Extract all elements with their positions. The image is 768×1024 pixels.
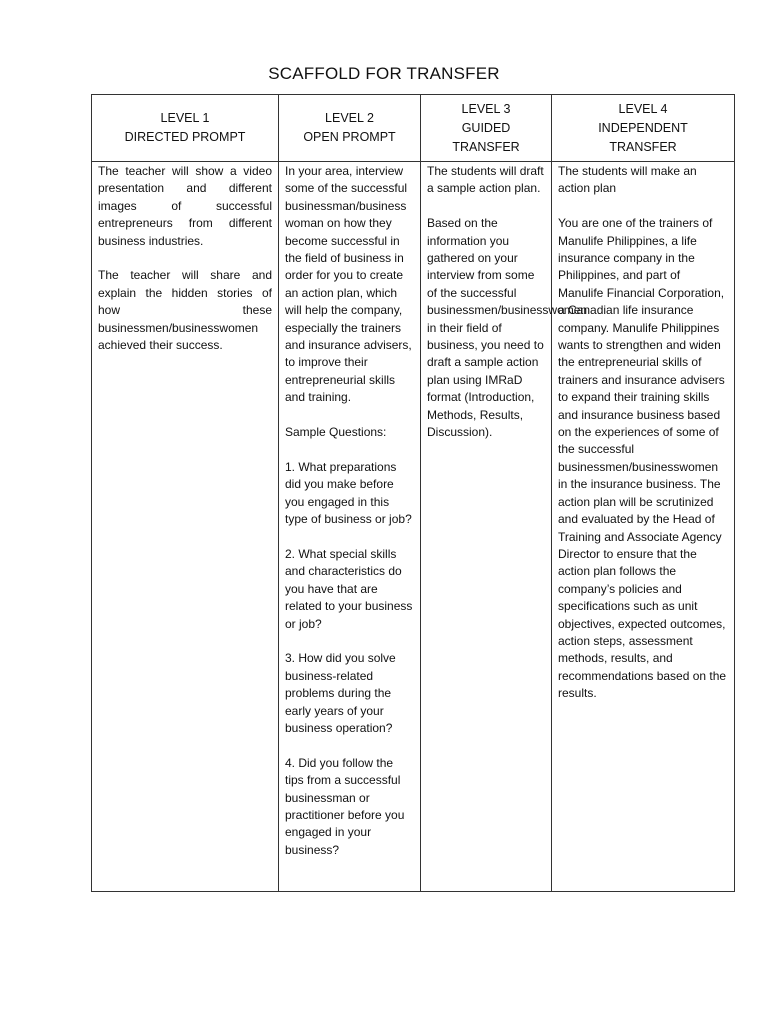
header-level-name-cont: TRANSFER: [609, 139, 677, 154]
cell-paragraph: The teacher will show a video presentation and different images of successful entrepreneurs from different business industries.: [98, 164, 272, 248]
cell-paragraph: Sample Questions:: [285, 425, 387, 440]
header-level-label: LEVEL 4: [618, 101, 668, 116]
header-level-label: LEVEL 2: [325, 111, 374, 125]
header-level-1: [92, 95, 279, 162]
cell-paragraph: The teacher will share and explain the hidden stories of how these businessmen/businesswomen achieved their success.: [98, 268, 272, 353]
header-level-3: [421, 95, 552, 162]
scaffold-table: [91, 94, 735, 892]
cell-level-1: [92, 162, 279, 892]
cell-paragraph: In your area, interview some of the successful businessman/business woman on how they become successful in the field of business in order for you to create an action plan, which will help the company, especially the trainers and insurance advisers, to improve their entrepreneurial skills and training.: [285, 164, 412, 405]
header-level-name: INDEPENDENT: [598, 120, 688, 135]
cell-paragraph: The students will draft a sample action plan.: [427, 164, 544, 196]
cell-paragraph: Based on the information you gathered on your interview from some of the successful businessmen/businesswomen in their field of business, you need to draft a sample action plan using IMRaD format (Introduction, Methods, Results, Discussion).: [427, 216, 588, 440]
cell-paragraph: The students will make an action plan: [558, 164, 697, 196]
table-row: [92, 162, 735, 892]
header-level-2: [279, 95, 421, 162]
header-level-4: [552, 95, 735, 162]
cell-level-3: [421, 162, 588, 892]
cell-paragraph: 1. What preparations did you make before you engaged in this type of business or job?: [285, 459, 412, 527]
cell-paragraph: 3. How did you solve business-related problems during the early years of your business operation?: [285, 651, 396, 735]
header-level-name: GUIDED TRANSFER: [452, 120, 520, 154]
header-level-name: OPEN PROMPT: [303, 130, 396, 144]
table-header-row: [92, 95, 735, 162]
header-level-name: DIRECTED PROMPT: [124, 130, 246, 144]
cell-level-2: [279, 162, 421, 892]
header-level-label: LEVEL 3: [461, 101, 511, 116]
cell-level-4: [552, 162, 735, 892]
header-level-label: LEVEL 1: [160, 111, 210, 125]
document-title: SCAFFOLD FOR TRANSFER: [268, 64, 500, 83]
cell-paragraph: You are one of the trainers of Manulife Philippines, a life insurance company in the Philippines, and part of Manulife Financial Corporation, a Canadian life insurance company. Manulife Philippines wants to strengthen and widen the entrepreneurial skills of trainers and insurance advisers to expand their training skills and insurance business based on the experiences of some of the successful businessmen/businesswomen in the insurance business. The action plan will be scrutinized and evaluated by the Head of Training and Associate Agency Director to ensure that the action plan follows the company’s policies and specifications such as unit objectives, expected outcomes, action steps, assessment methods, results, and recommendations based on the results.: [558, 216, 727, 701]
cell-paragraph: 2. What special skills and characteristics do you have that are related to your business or job?: [285, 546, 413, 631]
cell-paragraph: 4. Did you follow the tips from a successful businessman or practitioner before you engaged in your business?: [285, 755, 405, 857]
